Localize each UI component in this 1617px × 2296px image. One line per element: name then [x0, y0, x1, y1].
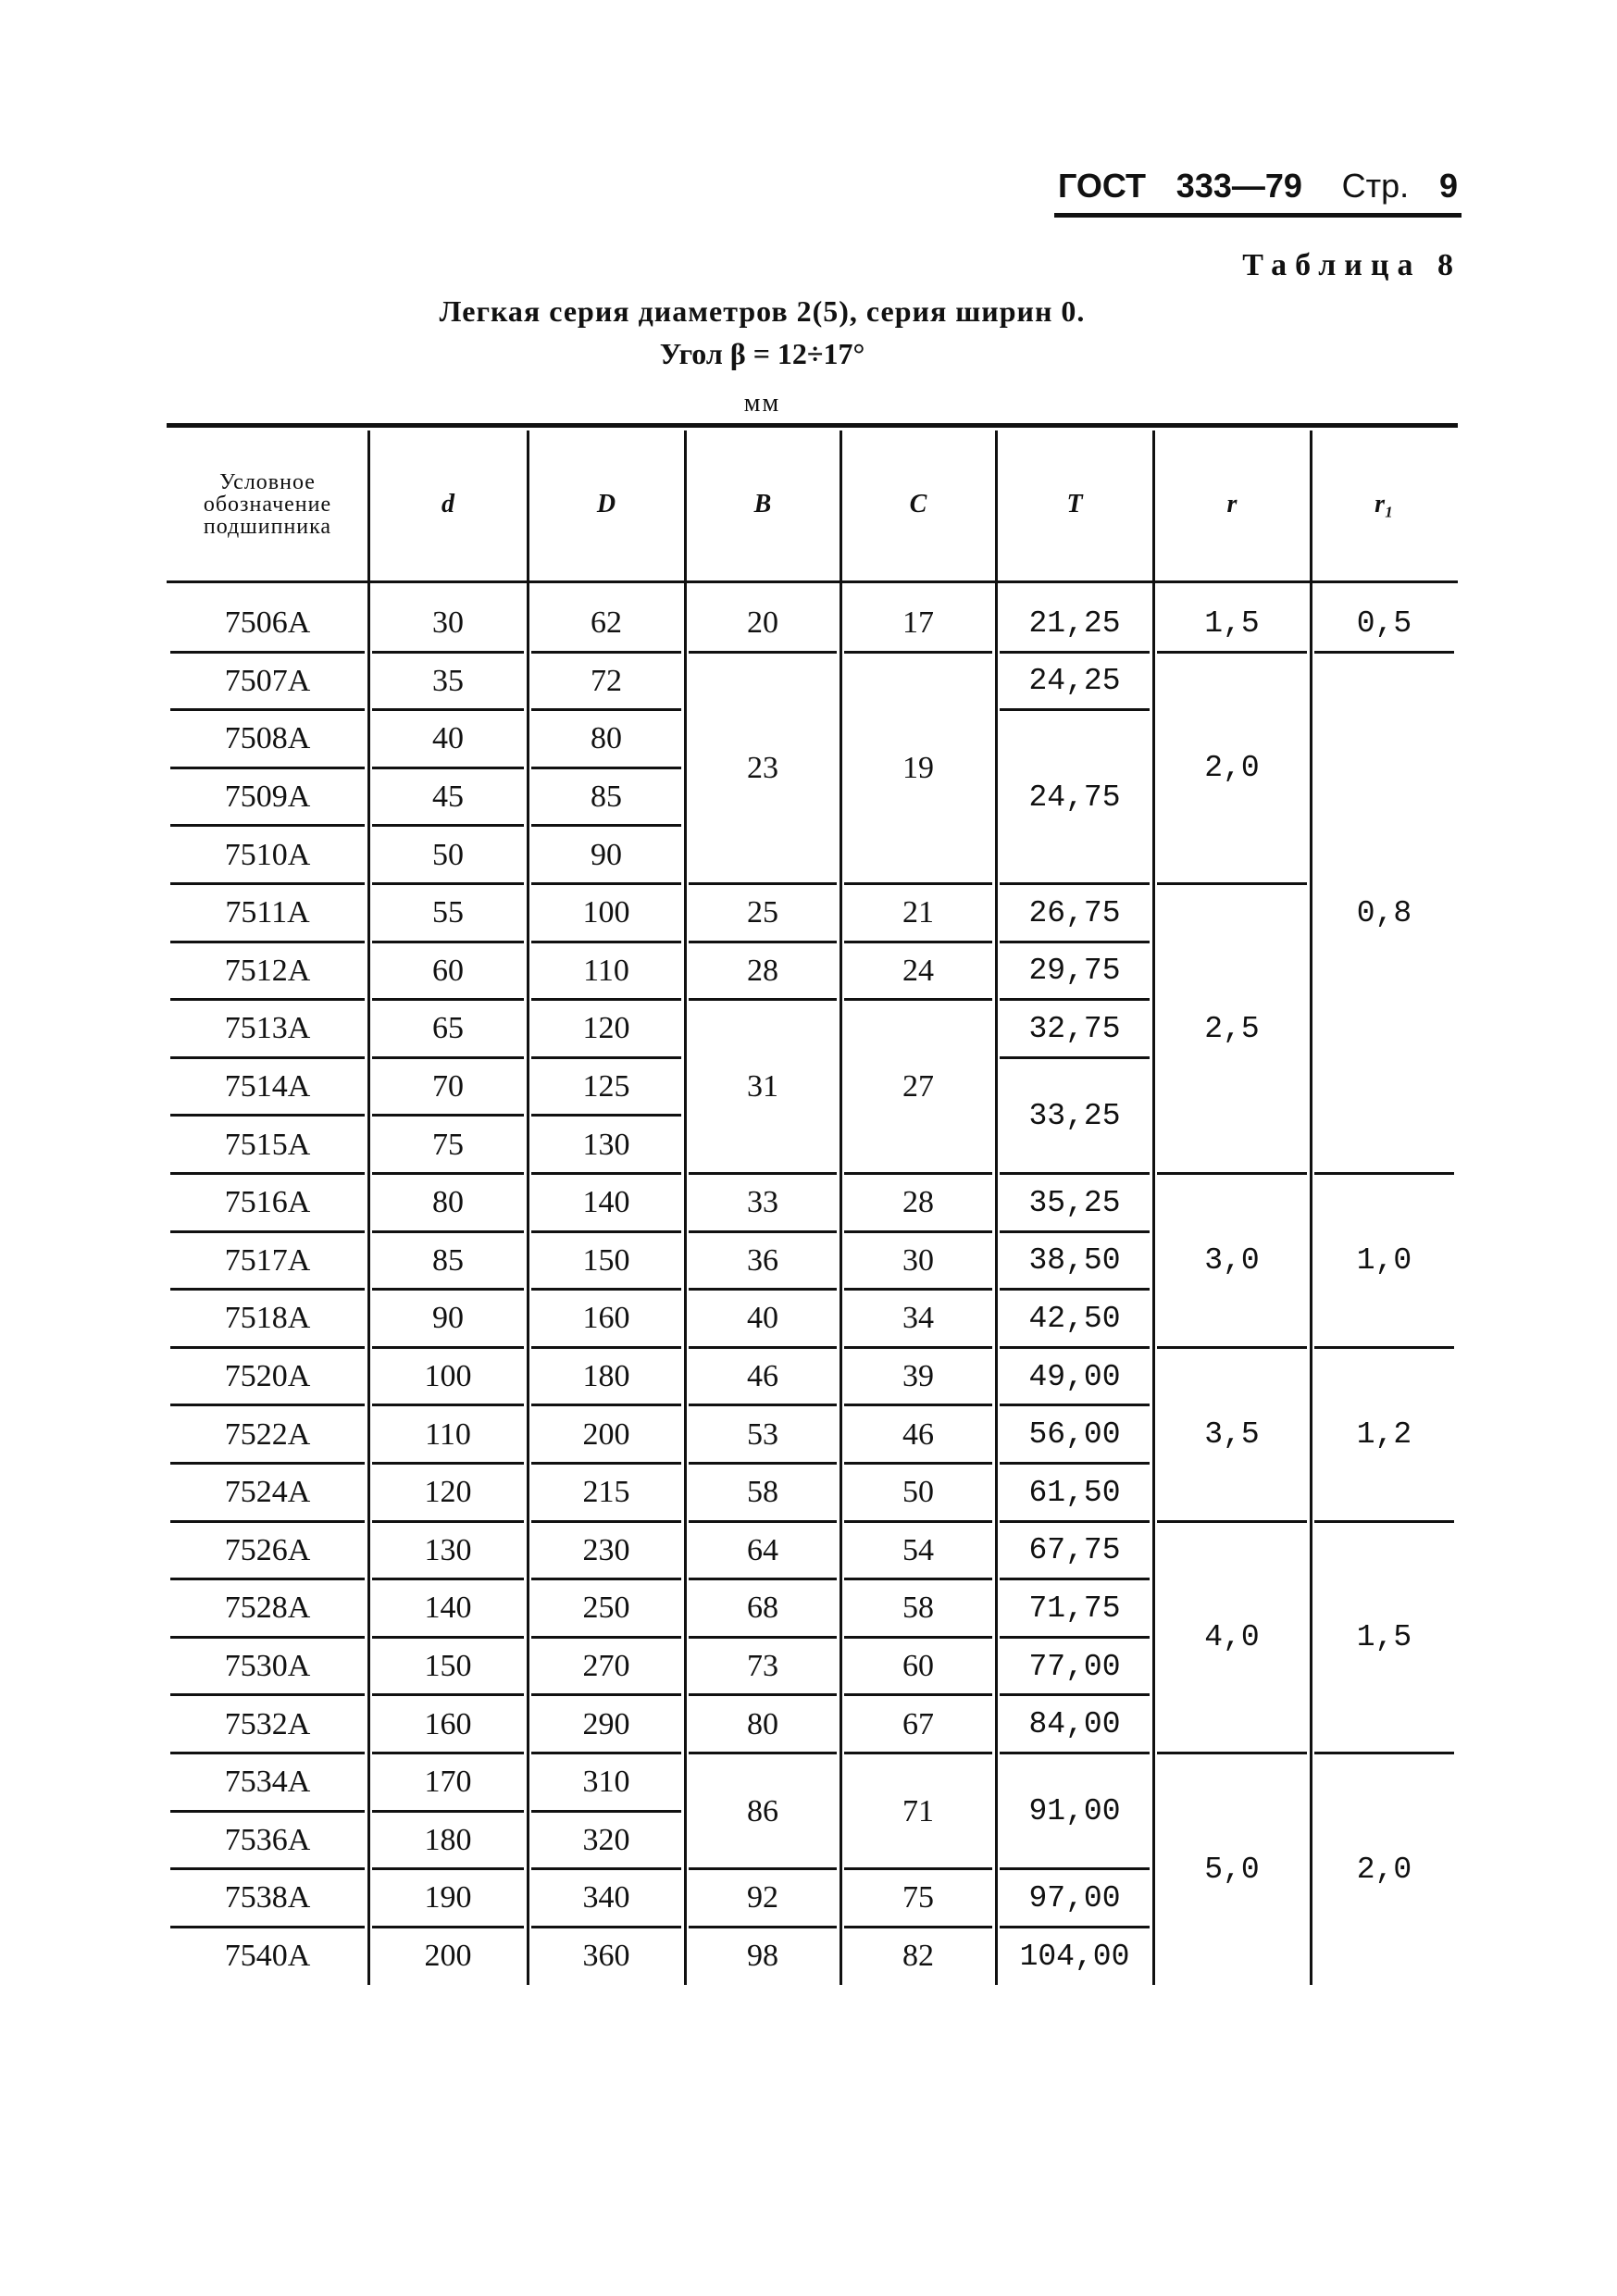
cell-D: 290 [582, 1706, 630, 1741]
col-header-T: T [1066, 490, 1083, 518]
header-rule [1054, 167, 1462, 218]
page-header [1054, 167, 1462, 218]
table-caption-line2: Угол β = 12÷17° [659, 337, 865, 370]
cell-r: 3,5 [1204, 1417, 1260, 1453]
bearing-designation: 7536А [224, 1822, 311, 1857]
cell-r1: 0,8 [1356, 895, 1412, 930]
cell-D: 250 [582, 1591, 630, 1626]
bearing-designation: 7520А [224, 1359, 311, 1394]
cell-B: 25 [747, 895, 778, 930]
cell-d: 190 [424, 1880, 472, 1915]
cell-T: 26,75 [1028, 895, 1121, 930]
cell-B: 92 [747, 1880, 778, 1915]
cell-T: 24,75 [1028, 780, 1121, 815]
bearing-dimensions-table [167, 423, 1458, 2020]
cell-d: 30 [432, 605, 464, 641]
cell-D: 340 [582, 1880, 630, 1915]
bearing-designation: 7512А [224, 953, 311, 988]
cell-C: 34 [902, 1301, 934, 1336]
cell-C: 60 [902, 1649, 934, 1684]
cell-T: 32,75 [1028, 1011, 1121, 1046]
cell-C: 30 [902, 1242, 934, 1278]
cell-B: 80 [747, 1706, 778, 1741]
cell-T: 29,75 [1028, 954, 1121, 989]
cell-d: 160 [424, 1706, 472, 1741]
bearing-designation: 7514А [224, 1069, 311, 1104]
cell-C: 67 [902, 1706, 934, 1741]
cell-B: 64 [747, 1532, 778, 1567]
cell-B: 68 [747, 1591, 778, 1626]
cell-T: 21,25 [1028, 605, 1121, 641]
cell-d: 120 [424, 1475, 472, 1510]
col-header-d: d [442, 490, 454, 518]
cell-B: 40 [747, 1301, 778, 1336]
cell-r: 3,0 [1204, 1243, 1260, 1279]
cell-d: 140 [424, 1591, 472, 1626]
cell-T: 33,25 [1028, 1098, 1121, 1133]
cell-D: 200 [582, 1416, 630, 1452]
cell-B: 53 [747, 1416, 778, 1452]
cell-r: 4,0 [1204, 1620, 1260, 1655]
bearing-designation: 7524А [224, 1475, 311, 1510]
cell-d: 200 [424, 1939, 472, 1974]
cell-B: 23 [747, 750, 778, 785]
cell-D: 110 [583, 953, 629, 988]
cell-C: 24 [902, 953, 934, 988]
cell-d: 55 [432, 895, 464, 930]
cell-d: 90 [432, 1301, 464, 1336]
cell-C: 27 [902, 1069, 934, 1104]
cell-C: 50 [902, 1475, 934, 1510]
cell-C: 82 [902, 1939, 934, 1974]
cell-D: 160 [582, 1301, 630, 1336]
col-header-r1: r₁ [1374, 490, 1394, 518]
cell-d: 75 [432, 1127, 464, 1162]
cell-D: 310 [582, 1765, 630, 1800]
cell-T: 61,50 [1028, 1475, 1121, 1510]
bearing-designation: 7526А [224, 1532, 311, 1567]
table-number: Таблица 8 [1242, 248, 1462, 282]
cell-B: 58 [747, 1475, 778, 1510]
cell-D: 100 [582, 895, 630, 930]
cell-T: 97,00 [1028, 1880, 1121, 1915]
table-caption-line1: Легкая серия диаметров 2(5), серия ширин 0. [439, 294, 1086, 328]
cell-r1: 1,0 [1356, 1243, 1412, 1279]
cell-C: 19 [902, 750, 934, 785]
cell-T: 71,75 [1028, 1591, 1121, 1626]
cell-D: 85 [591, 780, 622, 815]
cell-C: 75 [902, 1880, 934, 1915]
cell-C: 28 [902, 1185, 934, 1220]
std-number: 333—79 [1175, 167, 1302, 205]
cell-D: 140 [582, 1185, 630, 1220]
cell-d: 45 [432, 780, 464, 815]
bearing-designation: 7510А [224, 837, 311, 872]
bearing-designation: 7540А [224, 1939, 311, 1974]
cell-C: 21 [902, 895, 934, 930]
table-top-rule [167, 423, 1458, 428]
cell-D: 72 [591, 663, 622, 698]
cell-B: 28 [747, 953, 778, 988]
cell-r: 2,0 [1204, 751, 1260, 786]
cell-T: 77,00 [1028, 1649, 1121, 1684]
cell-B: 33 [747, 1185, 778, 1220]
cell-B: 36 [747, 1242, 778, 1278]
bearing-designation: 7528А [224, 1591, 311, 1626]
cell-C: 46 [902, 1416, 934, 1452]
cell-D: 125 [582, 1069, 630, 1104]
bearing-designation: 7538А [224, 1880, 311, 1915]
bearing-designation: 7515А [224, 1127, 311, 1162]
cell-r: 5,0 [1204, 1852, 1260, 1887]
cell-B: 31 [747, 1069, 778, 1104]
bearing-designation: 7508А [224, 721, 311, 756]
cell-D: 150 [582, 1242, 630, 1278]
cell-d: 65 [432, 1011, 464, 1046]
bearing-designation: 7511А [225, 895, 310, 930]
cell-T: 42,50 [1028, 1301, 1121, 1336]
cell-r1: 1,5 [1356, 1620, 1412, 1655]
cell-T: 38,50 [1028, 1243, 1121, 1279]
cell-d: 70 [432, 1069, 464, 1104]
cell-T: 67,75 [1028, 1533, 1121, 1568]
bearing-designation: 7516А [224, 1185, 311, 1220]
cell-d: 180 [424, 1822, 472, 1857]
cell-T: 91,00 [1028, 1794, 1121, 1829]
cell-D: 90 [591, 837, 622, 872]
page-label: Стр. [1341, 167, 1410, 205]
cell-d: 50 [432, 837, 464, 872]
cell-d: 100 [424, 1359, 472, 1394]
col-header-r: r [1226, 490, 1238, 518]
cell-T: 24,25 [1028, 664, 1121, 699]
cell-C: 58 [902, 1591, 934, 1626]
page-number: 9 [1438, 167, 1458, 205]
table-unit: мм [743, 389, 781, 418]
cell-T: 56,00 [1028, 1417, 1121, 1453]
cell-r1: 2,0 [1356, 1852, 1412, 1887]
table-header-rule [167, 580, 1458, 583]
cell-B: 46 [747, 1359, 778, 1394]
cell-d: 170 [424, 1765, 472, 1800]
cell-d: 40 [432, 721, 464, 756]
cell-T: 49,00 [1028, 1359, 1121, 1394]
cell-C: 54 [902, 1532, 934, 1567]
bearing-designation: 7534А [224, 1765, 311, 1800]
cell-d: 60 [432, 953, 464, 988]
cell-D: 230 [582, 1532, 630, 1567]
bearing-designation: 7509А [224, 780, 311, 815]
bearing-designation: 7507А [224, 663, 311, 698]
cell-d: 85 [432, 1242, 464, 1278]
col-header-B: B [753, 490, 772, 518]
cell-D: 180 [582, 1359, 630, 1394]
bearing-designation: 7518А [224, 1301, 311, 1336]
cell-B: 20 [747, 605, 778, 641]
cell-D: 215 [582, 1475, 630, 1510]
cell-T: 104,00 [1019, 1939, 1130, 1974]
cell-T: 35,25 [1028, 1185, 1121, 1220]
cell-d: 150 [424, 1649, 472, 1684]
cell-d: 110 [425, 1416, 471, 1452]
cell-D: 80 [591, 721, 622, 756]
cell-D: 130 [582, 1127, 630, 1162]
cell-B: 98 [747, 1939, 778, 1974]
cell-D: 62 [591, 605, 622, 641]
cell-d: 35 [432, 663, 464, 698]
cell-r: 2,5 [1204, 1012, 1260, 1046]
cell-r1: 0,5 [1356, 605, 1412, 641]
col-header-C: C [909, 490, 927, 518]
cell-r: 1,5 [1204, 605, 1260, 641]
cell-B: 73 [747, 1649, 778, 1684]
cell-d: 80 [432, 1185, 464, 1220]
cell-C: 17 [902, 605, 934, 641]
cell-D: 270 [582, 1649, 630, 1684]
col-header-designation: Условное обозначение подшипника [203, 470, 332, 539]
bearing-designation: 7522А [224, 1416, 311, 1452]
bearing-designation: 7517А [224, 1242, 311, 1278]
bearing-designation: 7506А [224, 605, 311, 641]
cell-r1: 1,2 [1356, 1417, 1412, 1453]
cell-D: 120 [582, 1011, 630, 1046]
bearing-designation: 7530А [224, 1649, 311, 1684]
cell-C: 39 [902, 1359, 934, 1394]
std-name: ГОСТ [1058, 167, 1147, 205]
cell-B: 86 [747, 1793, 778, 1828]
cell-C: 71 [902, 1793, 934, 1828]
cell-D: 320 [582, 1822, 630, 1857]
cell-D: 360 [582, 1939, 630, 1974]
cell-T: 84,00 [1028, 1707, 1121, 1742]
col-header-D: D [596, 490, 616, 518]
cell-d: 130 [424, 1532, 472, 1567]
bearing-designation: 7532А [224, 1706, 311, 1741]
bearing-designation: 7513А [224, 1011, 311, 1046]
